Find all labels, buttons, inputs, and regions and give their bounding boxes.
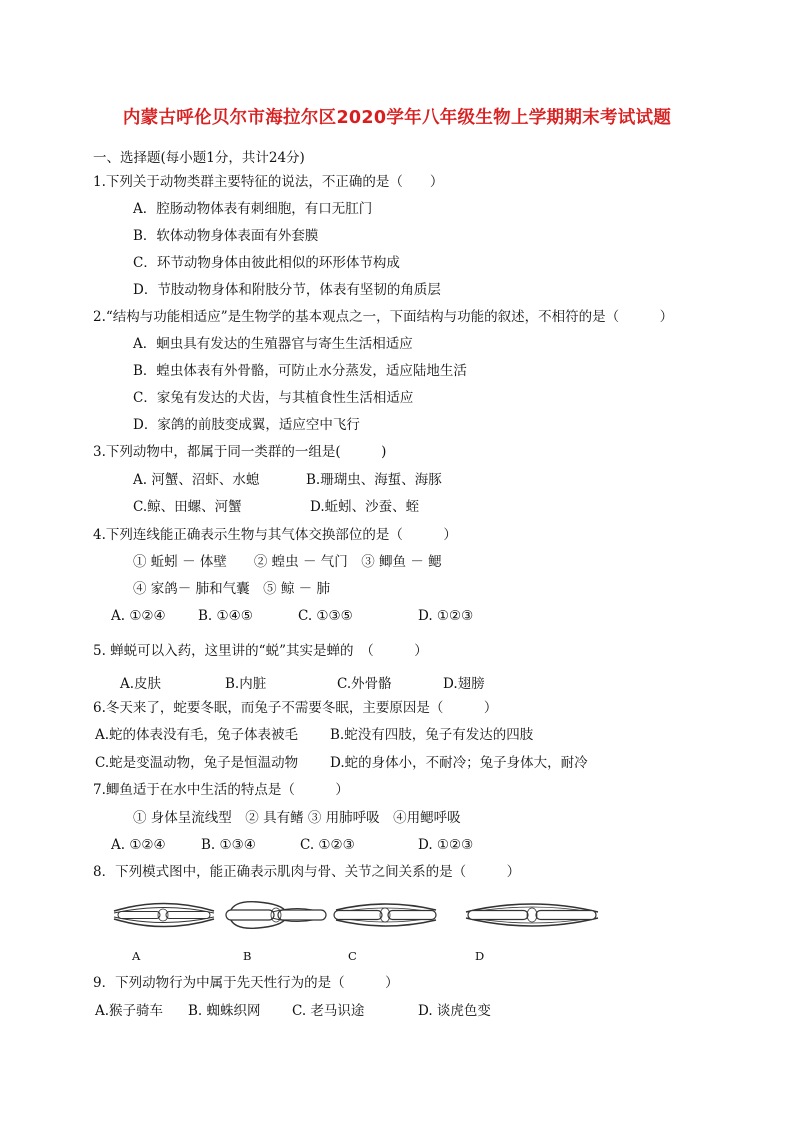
diagram-label-a: A (132, 949, 141, 963)
question-4-option-b: B. ①④⑤ (198, 608, 253, 624)
question-9-option-b: B. 蜘蛛织网 (188, 1003, 261, 1019)
diagram-c-muscle-bone-joint (330, 890, 442, 940)
question-4-pairs-line-2: ④ 家鸽－ 肺和气囊 ⑤ 鲸 － 肺 (133, 581, 330, 597)
question-6-option-b: B.蛇没有四肢，兔子有发达的四肢 (330, 727, 534, 743)
question-6-option-d: D.蛇的身体小，不耐冷；兔子身体大，耐冷 (330, 755, 588, 771)
question-7-option-d: D. ①②③ (418, 837, 474, 853)
question-7-option-a: A. ①②④ (111, 837, 166, 853)
question-3-option-b: B.珊瑚虫、海蜇、海豚 (306, 472, 442, 488)
question-3-stem: 3.下列动物中，都属于同一类群的一组是( ) (93, 444, 387, 460)
question-2-option-b: B．蝗虫体表有外骨骼，可防止水分蒸发，适应陆地生活 (133, 363, 467, 379)
question-4-stem: 4.下列连线能正确表示生物与其气体交换部位的是（ ） (93, 527, 457, 543)
question-4-option-c: C. ①③⑤ (298, 608, 353, 624)
question-4-option-a: A. ①②④ (111, 608, 166, 624)
question-2-option-d: D．家鸽的前肢变成翼，适应空中飞行 (133, 417, 360, 433)
question-2-stem: 2.“结构与功能相适应”是生物学的基本观点之一，下面结构与功能的叙述，不相符的是（ ） (93, 309, 674, 325)
question-7-stem: 7.鲫鱼适于在水中生活的特点是（ ） (93, 782, 349, 798)
question-5-option-a: A.皮肤 (120, 676, 162, 692)
diagram-label-c: C (348, 949, 357, 963)
question-3-option-d: D.蚯蚓、沙蚕、蛭 (310, 499, 420, 515)
question-1-option-d: D．节肢动物身体和附肢分节，体表有坚韧的角质层 (133, 282, 441, 298)
question-8-stem: 8．下列模式图中，能正确表示肌肉与骨、关节之间关系的是（ ） (93, 864, 521, 880)
page-title: 内蒙古呼伦贝尔市海拉尔区2020学年八年级生物上学期期末考试试题 (122, 108, 672, 128)
question-7-option-b: B. ①③④ (201, 837, 256, 853)
question-1-option-c: C．环节动物身体由彼此相似的环形体节构成 (133, 255, 400, 271)
question-3-option-c: C.鲸、田螺、河蟹 (133, 499, 242, 515)
diagram-a-muscle-bone-joint (110, 890, 218, 940)
question-9-stem: 9．下列动物行为中属于先天性行为的是（ ） (93, 975, 399, 991)
question-5-stem: 5. 蝉蜕可以入药，这里讲的“蜕”其实是蝉的 （ ） (93, 643, 428, 659)
question-3-option-a: A. 河蟹、沼虾、水螅 (133, 472, 260, 488)
diagram-b-muscle-bone-joint (222, 890, 332, 940)
question-7-features-line: ① 身体呈流线型 ② 具有鳍 ③ 用肺呼吸 ④用鳃呼吸 (133, 810, 461, 826)
question-9-option-d: D. 谈虎色变 (418, 1003, 491, 1019)
question-5-option-b: B.内脏 (225, 676, 267, 692)
question-5-option-d: D.翅膀 (443, 676, 485, 692)
question-2-option-c: C．家兔有发达的犬齿，与其植食性生活相适应 (133, 390, 414, 406)
question-7-option-c: C. ①②③ (300, 837, 355, 853)
question-2-option-a: A．蛔虫具有发达的生殖器官与寄生生活相适应 (133, 336, 413, 352)
question-4-pairs-line-1: ① 蚯蚓 － 体壁 ② 蝗虫 － 气门 ③ 鲫鱼 － 鳃 (133, 554, 442, 570)
question-6-stem: 6.冬天来了，蛇要冬眠，而兔子不需要冬眠，主要原因是（ ） (93, 700, 498, 716)
question-5-option-c: C.外骨骼 (337, 676, 392, 692)
diagram-label-d: D (475, 949, 485, 963)
diagram-d-muscle-bone-joint (462, 890, 602, 940)
question-6-option-c: C.蛇是变温动物，兔子是恒温动物 (95, 755, 299, 771)
question-9-option-c: C. 老马识途 (292, 1003, 365, 1019)
question-9-option-a: A.猴子骑车 (95, 1003, 164, 1019)
section-heading: 一、选择题(每小题1分，共计24分) (93, 150, 305, 166)
question-1-stem: 1.下列关于动物类群主要特征的说法，不正确的是（ ） (93, 174, 444, 190)
question-4-option-d: D. ①②③ (418, 608, 474, 624)
diagram-label-b: B (243, 949, 252, 963)
question-1-option-b: B．软体动物身体表面有外套膜 (133, 228, 319, 244)
question-6-option-a: A.蛇的体表没有毛，兔子体表被毛 (95, 727, 299, 743)
question-1-option-a: A．腔肠动物体表有刺细胞，有口无肛门 (133, 201, 373, 217)
